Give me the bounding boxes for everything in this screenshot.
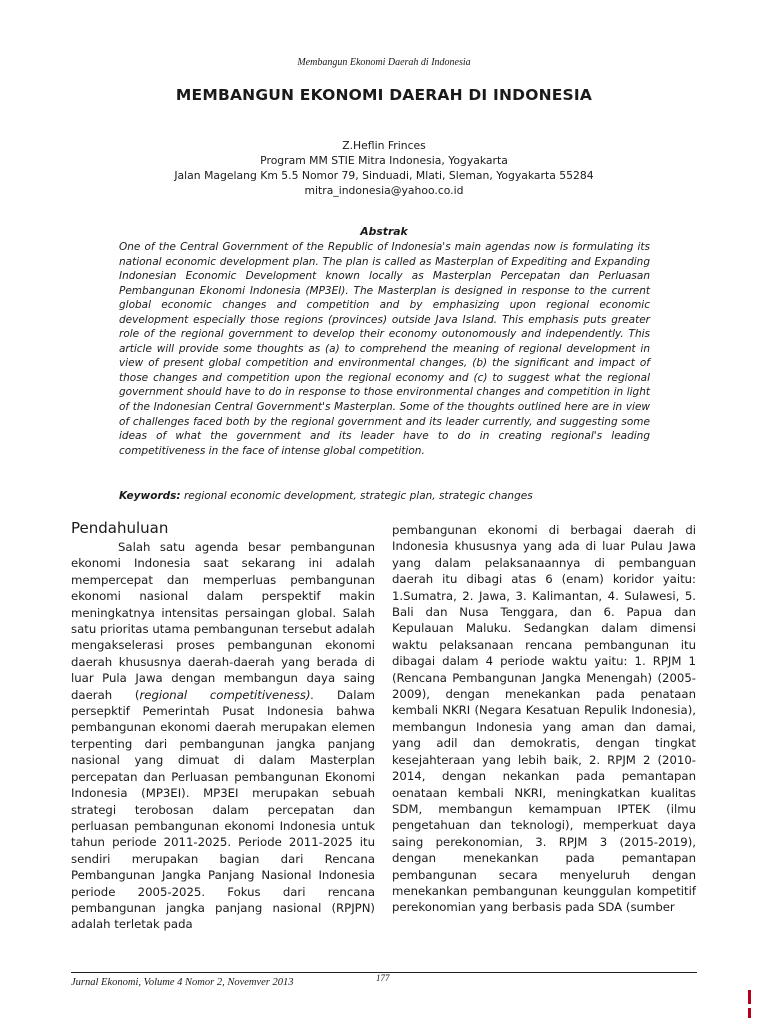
left-paragraph [71,539,375,933]
section-heading: Pendahuluan [71,519,169,537]
left-column [71,539,375,933]
paper-title: MEMBANGUN EKONOMI DAERAH DI INDONESIA [175,86,593,104]
page-number: 177 [376,973,390,983]
author-affiliation: Program MM STIE Mitra Indonesia, Yogyakarta [260,154,508,167]
left-text-part2: Dalam persepktif Pemerintah Pusat Indonesia bahwa pembangunan ekonomi daerah merupakan elemen terpenting dari pembangunan jangka panjang nasional yang dimuat di dalam Masterplan percepatan dan Perluasan pembangunan Ekonomi Indonesia (MP3EI). MP3EI merupakan sebuah strategi terobosan dalam percepatan dan perluasan pembangunan ekonomi Indonesia untuk tahun periode 2011-2025. Periode 2011-2025 itu sendiri merupakan bagian dari Rencana Pembangunan Jangka Panjang Nasional Indonesia periode 2005-2025. Fokus dari rencana pembangunan jangka panjang nasional (RPJPN) adalah terletak pada [71,687,376,932]
author-block [0,138,768,198]
author-email[interactable]: mitra_indonesia@yahoo.co.id [304,184,464,197]
abstract-heading: Abstrak [360,225,408,238]
right-column [392,522,696,916]
abstract-body: One of the Central Government of the Republic of Indonesia's main agendas now is formulating its national economic development plan. The plan is called as Masterplan of Expediting and Expanding Indonesian Economic Development known locally as Masterplan Percepatan dan Perluasan Pembangunan Ekonomi Indonesia (MP3EI). The Masterplan is designed in response to the current global economic changes and competition and by emphasizing upon regional economic development especially those regions (provinces) outside Java Island. This emphasis puts greater role of the regional government to develop their economy outonomously and independently. This article will provide some thoughts as (a) to comprehend the meaning of regional development in view of present global competition and environmental changes, (b) the significant and impact of those changes and competition upon the regional economy and (c) to suggest what the regional government should have to do in response to those environmental changes and competition in light of the Indonesian Central Government's Masterplan. Some of the thoughts outlined here are in view of challenges faced both by the regional government and its leader currently, and suggesting some ideas of what the government and its leader have to do in creating regional's leading competitiveness in the face of intense global competition. [119,241,650,457]
author-name: Z.Heflin Frinces [342,139,426,152]
right-paragraph: pembangunan ekonomi di berbagai daerah di Indonesia khususnya yang ada di luar Pulau Jawa yang dalam pelaksanaannya di pembanguan daerah itu dibagi atas 6 (enam) koridor yaitu: 1.Sumatra, 2. Jawa, 3. Kalimantan, 4. Sulawesi, 5. Bali dan Nusa Tenggara, dan 6. Papua dan Kepulauan Maluku. Sedangkan dalam dimensi waktu pelaksanaan rencana pembangunan itu dibagai dalam 4 periode waktu yaitu: 1. RPJM 1 (Rencana Pembangunan Jangka Menengah) (2005-2009), dengan menekankan pada penataan kembali NKRI (Negara Kesatuan Repulik Indonesia), membangun Indonesia yang aman dan damai, yang adil dan demokratis, dengan tingkat kesejahteraan yang lebih baik, 2. RPJM 2 (2010-2014, dengan nekankan pada pemantapan oenataan kembali NKRI, meningkatkan kualitas SDM, membangun kemampuan IPTEK (ilmu pengetahuan dan teknologi), memperkuat daya saing perekonomian, 3. RPJM 3 (2015-2019), dengan menekankan pada pemantapan pembangunan secara menyeluruh dengan menekankan pembangunan keunggulan kompetitif perekonomian yang berbasis pada SDA (sumber [392,523,696,915]
keywords-text: regional economic development, strategic plan, strategic changes [183,490,533,502]
running-head: Membangun Ekonomi Daerah di Indonesia [297,57,471,68]
left-text-part1: Salah satu agenda besar pembangunan ekonomi Indonesia saat sekarang ini adalah mempercepat dan memperluas pembangunan ekonomi nasional dalam perspektif makin meningkatnya intensitas persaingan global. Salah satu prioritas utama pembangunan tersebut adalah mengakselerasi proses pembangunan ekonomi daerah khususnya daerah-daerah yang berada di luar Pula Jawa dengan membangun daya saing daerah ( [71,540,375,702]
author-address: Jalan Magelang Km 5.5 Nomor 79, Sinduadi, Mlati, Sleman, Yogyakarta 55284 [174,169,594,182]
edge-mark [748,990,751,1004]
footer-journal: Jurnal Ekonomi, Volume 4 Nomor 2, Novemver 2013 [71,977,294,988]
keywords-label: Keywords: [119,490,181,502]
left-text-italic: regional competitiveness). [139,687,315,702]
keywords-line [119,490,659,502]
edge-mark-lower [748,1008,751,1018]
